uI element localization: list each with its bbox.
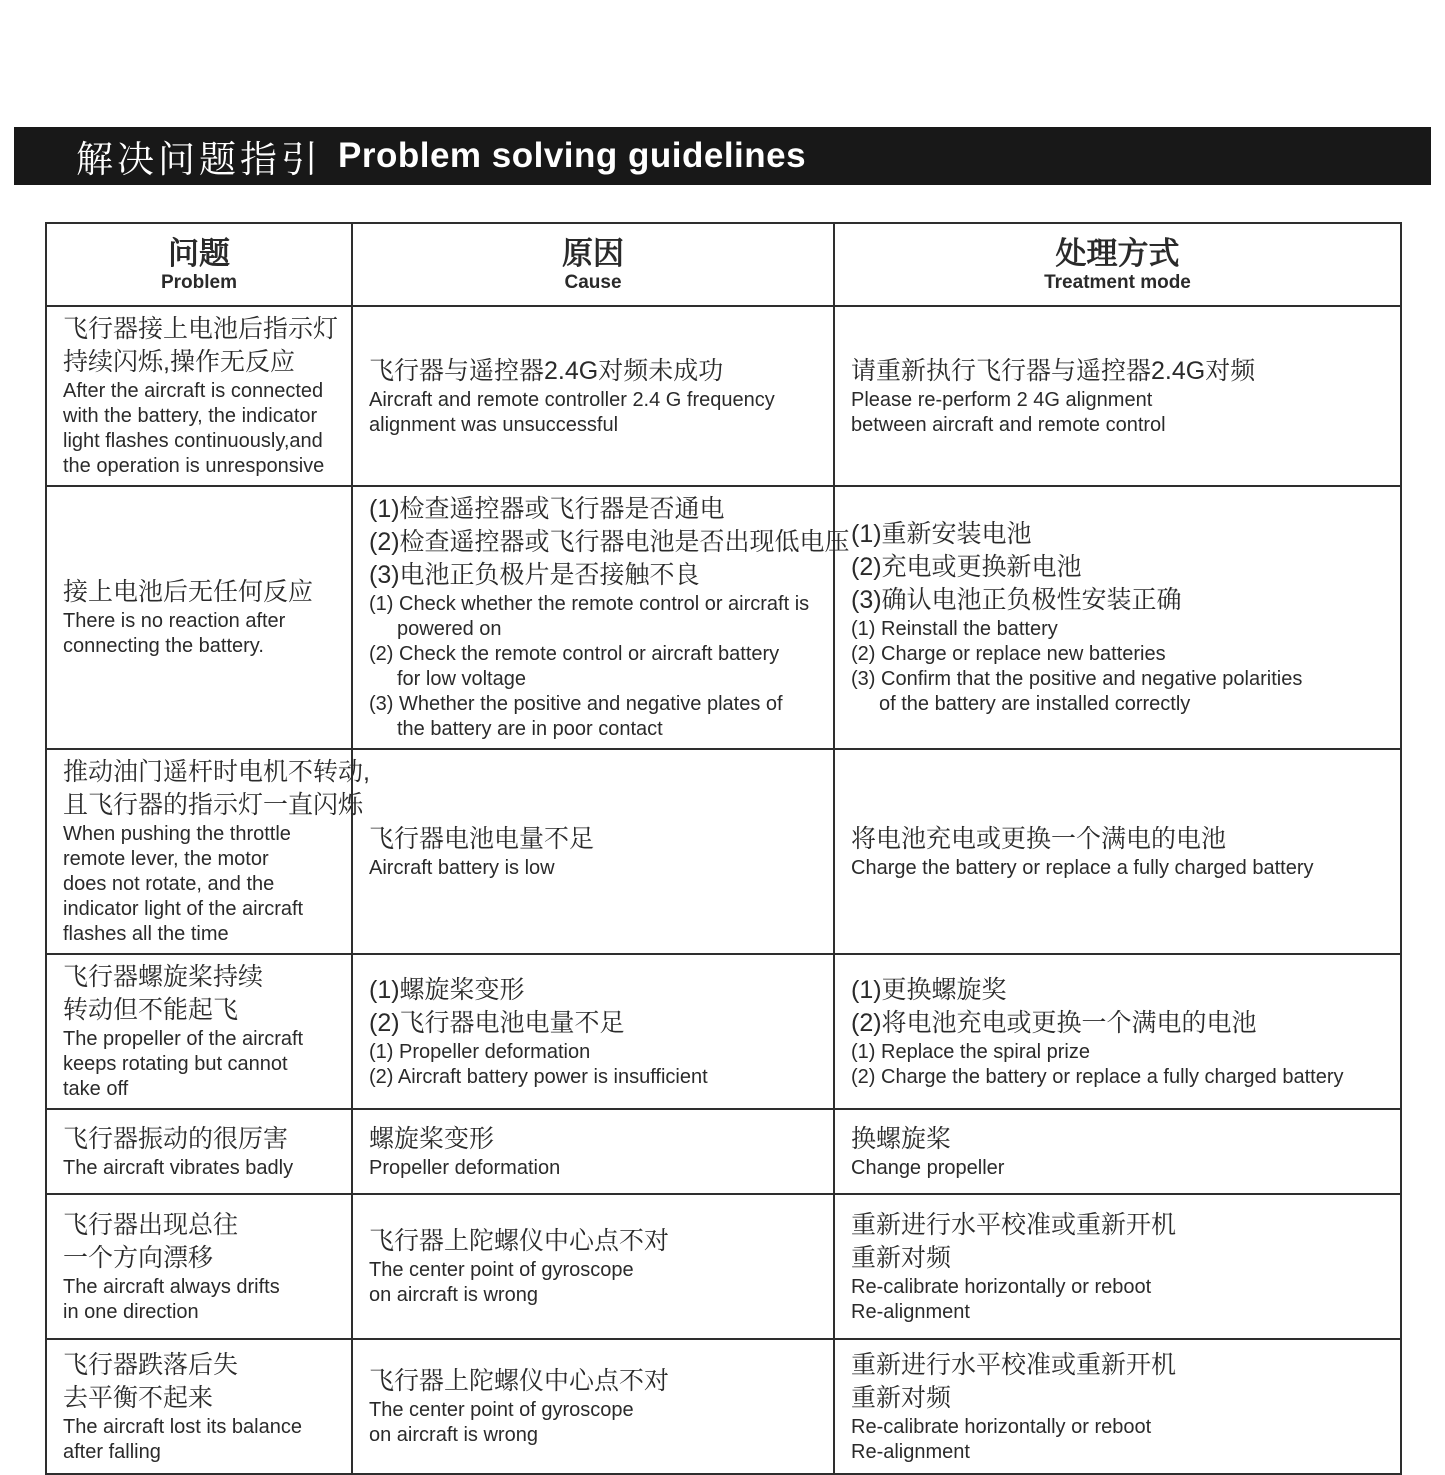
column-header-problem-en: Problem bbox=[160, 271, 238, 293]
table-body bbox=[46, 306, 1401, 1474]
section-header-bar bbox=[14, 127, 1431, 185]
cell-line: on aircraft is wrong bbox=[369, 1424, 538, 1446]
cell-line: 重新对频 bbox=[851, 1383, 952, 1412]
cell-line: 飞行器与遥控器2.4G对频未成功 bbox=[369, 356, 724, 385]
cell-treatment bbox=[834, 1194, 1401, 1339]
cell-line: The center point of gyroscope bbox=[369, 1259, 634, 1281]
cell-line: Aircraft and remote controller 2.4 G frequency bbox=[369, 388, 775, 411]
header-title-en: Problem solving guidelines bbox=[338, 136, 807, 175]
cell-line: the operation is unresponsive bbox=[63, 455, 325, 477]
cell-line: 重新进行水平校准或重新开机 bbox=[851, 1210, 1177, 1239]
table-row bbox=[46, 1339, 1401, 1474]
cell-line: Re-alignment bbox=[851, 1300, 970, 1323]
cell-line: (2) Charge or replace new batteries bbox=[851, 643, 1166, 665]
cell-line: light flashes continuously,and bbox=[63, 430, 323, 452]
cell-line: take off bbox=[63, 1078, 129, 1100]
cell-line: for low voltage bbox=[397, 668, 526, 690]
cell-line: in one direction bbox=[63, 1300, 199, 1323]
cell-line: connecting the battery. bbox=[63, 635, 264, 657]
cell-line: The aircraft always drifts bbox=[63, 1275, 280, 1298]
cell-line: 转动但不能起飞 bbox=[63, 996, 239, 1024]
column-header-cause-en: Cause bbox=[564, 271, 622, 293]
cell-line: 推动油门遥杆时电机不转动, bbox=[63, 758, 370, 786]
cell-line: 将电池充电或更换一个满电的电池 bbox=[851, 824, 1227, 853]
cell-line: 重新进行水平校准或重新开机 bbox=[851, 1350, 1177, 1379]
cell-cause bbox=[352, 1194, 834, 1339]
cell-problem bbox=[46, 1194, 352, 1339]
cell-line: Re-alignment bbox=[851, 1440, 970, 1463]
cell-problem bbox=[46, 954, 352, 1109]
cell-line: The aircraft vibrates badly bbox=[63, 1156, 294, 1179]
cell-line: (2) Charge the battery or replace a fully charged battery bbox=[851, 1065, 1344, 1088]
cell-line: The aircraft lost its balance bbox=[63, 1415, 302, 1438]
troubleshooting-table bbox=[45, 222, 1402, 1475]
cell-line: When pushing the throttle bbox=[63, 823, 291, 845]
cell-line: (3) Confirm that the positive and negative polarities bbox=[851, 668, 1303, 690]
cell-line: (3)电池正负极片是否接触不良 bbox=[369, 561, 700, 589]
cell-line: Propeller deformation bbox=[369, 1156, 561, 1179]
cell-line: (1)检查遥控器或飞行器是否通电 bbox=[369, 495, 725, 523]
cell-line: Charge the battery or replace a fully charged battery bbox=[851, 856, 1314, 879]
cell-line: 换螺旋桨 bbox=[851, 1124, 952, 1153]
cell-line: (2)检查遥控器或飞行器电池是否出现低电压 bbox=[369, 528, 850, 556]
cell-line: There is no reaction after bbox=[63, 610, 286, 632]
cell-line: (1)重新安装电池 bbox=[851, 520, 1032, 548]
table-row bbox=[46, 749, 1401, 954]
cell-line: (2) Aircraft battery power is insufficient bbox=[369, 1065, 708, 1088]
cell-line: indicator light of the aircraft bbox=[63, 898, 304, 920]
cell-line: of the battery are installed correctly bbox=[879, 693, 1191, 715]
cell-line: (1)更换螺旋奖 bbox=[851, 975, 1007, 1004]
column-header-problem-zh: 问题 bbox=[168, 235, 230, 271]
cell-line: 去平衡不起来 bbox=[63, 1383, 214, 1412]
cell-line: flashes all the time bbox=[63, 923, 229, 945]
table-row bbox=[46, 486, 1401, 749]
cell-line: Re-calibrate horizontally or reboot bbox=[851, 1275, 1152, 1298]
cell-treatment bbox=[834, 1109, 1401, 1194]
cell-treatment bbox=[834, 306, 1401, 486]
cell-line: alignment was unsuccessful bbox=[369, 413, 619, 436]
cell-line: between aircraft and remote control bbox=[851, 413, 1166, 436]
cell-line: the battery are in poor contact bbox=[397, 718, 663, 740]
cell-line: Please re-perform 2 4G alignment bbox=[851, 388, 1153, 411]
column-header-treatment-en: Treatment mode bbox=[1044, 271, 1191, 293]
cell-line: 螺旋桨变形 bbox=[369, 1124, 495, 1153]
cell-line: 飞行器出现总往 bbox=[63, 1210, 239, 1239]
cell-line: 重新对频 bbox=[851, 1243, 952, 1272]
cell-line: powered on bbox=[397, 618, 502, 640]
cell-line: Re-calibrate horizontally or reboot bbox=[851, 1415, 1152, 1438]
cell-line: 持续闪烁,操作无反应 bbox=[63, 348, 295, 376]
header-title-zh: 解决问题指引 bbox=[76, 139, 322, 180]
cell-problem bbox=[46, 486, 352, 749]
cell-line: 飞行器电池电量不足 bbox=[369, 824, 595, 853]
cell-line: does not rotate, and the bbox=[63, 873, 275, 895]
column-header-treatment-zh: 处理方式 bbox=[1055, 235, 1180, 271]
cell-line: 飞行器螺旋桨持续 bbox=[63, 963, 264, 991]
table-row bbox=[46, 1194, 1401, 1339]
cell-problem bbox=[46, 1339, 352, 1474]
cell-line: keeps rotating but cannot bbox=[63, 1053, 288, 1075]
cell-line: 飞行器振动的很厉害 bbox=[63, 1124, 289, 1153]
cell-line: (1) Reinstall the battery bbox=[851, 618, 1058, 640]
cell-line: on aircraft is wrong bbox=[369, 1284, 538, 1306]
cell-line: remote lever, the motor bbox=[63, 848, 269, 870]
cell-cause bbox=[352, 306, 834, 486]
cell-problem bbox=[46, 749, 370, 954]
column-header-treatment bbox=[834, 223, 1401, 306]
cell-line: (1) Check whether the remote control or aircraft is bbox=[369, 593, 810, 615]
cell-line: 飞行器上陀螺仪中心点不对 bbox=[369, 1367, 670, 1395]
cell-treatment bbox=[834, 954, 1401, 1109]
cell-line: After the aircraft is connected bbox=[63, 380, 324, 402]
cell-line: The propeller of the aircraft bbox=[63, 1028, 304, 1050]
cell-line: (1) Propeller deformation bbox=[369, 1040, 591, 1063]
cell-line: (2)将电池充电或更换一个满电的电池 bbox=[851, 1008, 1257, 1037]
cell-line: (1) Replace the spiral prize bbox=[851, 1040, 1090, 1063]
cell-line: after falling bbox=[63, 1440, 161, 1463]
cell-line: 飞行器接上电池后指示灯 bbox=[63, 315, 339, 343]
cell-treatment bbox=[834, 1339, 1401, 1474]
cell-line: (2)飞行器电池电量不足 bbox=[369, 1008, 625, 1037]
cell-line: The center point of gyroscope bbox=[369, 1399, 634, 1421]
cell-treatment bbox=[834, 749, 1401, 954]
cell-line: 飞行器上陀螺仪中心点不对 bbox=[369, 1227, 670, 1255]
cell-line: Aircraft battery is low bbox=[369, 856, 555, 879]
cell-line: (3)确认电池正负极性安装正确 bbox=[851, 586, 1182, 614]
cell-line: with the battery, the indicator bbox=[63, 405, 318, 427]
column-header-problem bbox=[46, 223, 352, 306]
column-header-cause bbox=[352, 223, 834, 306]
cell-problem bbox=[46, 306, 352, 486]
cell-cause bbox=[352, 954, 834, 1109]
cell-line: 飞行器跌落后失 bbox=[63, 1350, 239, 1379]
cell-cause bbox=[352, 1339, 834, 1474]
cell-line: (3) Whether the positive and negative plates of bbox=[369, 693, 783, 715]
cell-line: Change propeller bbox=[851, 1156, 1005, 1179]
cell-cause bbox=[352, 749, 834, 954]
cell-line: 且飞行器的指示灯一直闪烁 bbox=[63, 791, 364, 819]
table-header bbox=[46, 223, 1401, 306]
header-row bbox=[46, 223, 1401, 306]
cell-line: 一个方向漂移 bbox=[63, 1243, 214, 1272]
table-row bbox=[46, 306, 1401, 486]
cell-line: (2) Check the remote control or aircraft battery bbox=[369, 643, 780, 665]
cell-cause bbox=[352, 486, 850, 749]
column-header-cause-zh: 原因 bbox=[562, 235, 624, 271]
cell-line: 接上电池后无任何反应 bbox=[63, 578, 314, 606]
cell-line: (2)充电或更换新电池 bbox=[851, 553, 1082, 581]
table-row bbox=[46, 954, 1401, 1109]
cell-treatment bbox=[834, 486, 1401, 749]
cell-cause bbox=[352, 1109, 834, 1194]
cell-line: (1)螺旋桨变形 bbox=[369, 975, 525, 1004]
table-row bbox=[46, 1109, 1401, 1194]
cell-line: 请重新执行飞行器与遥控器2.4G对频 bbox=[851, 356, 1256, 385]
cell-problem bbox=[46, 1109, 352, 1194]
